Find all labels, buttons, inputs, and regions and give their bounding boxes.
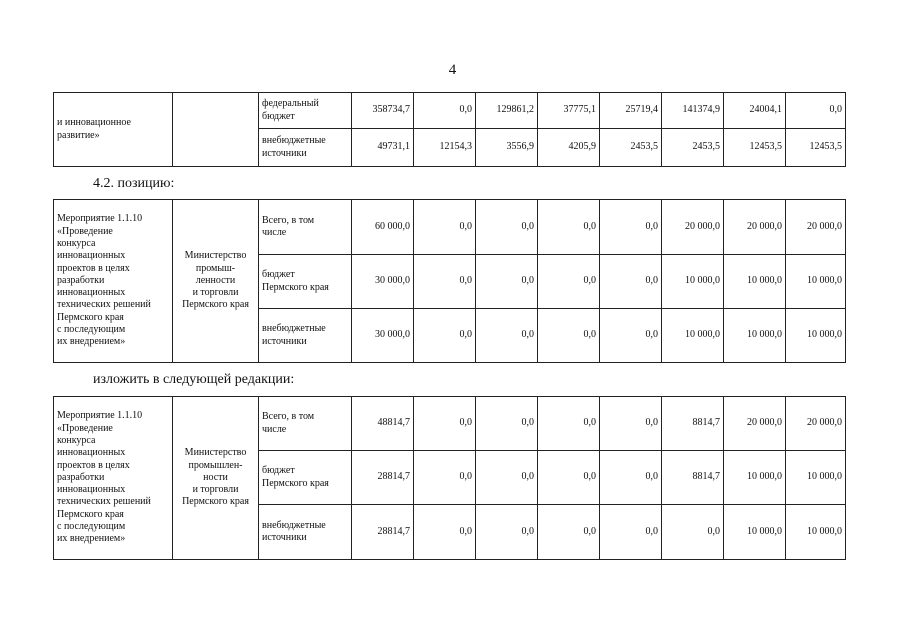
value-cell: 0,0 <box>476 200 538 255</box>
funding-source: внебюджетные источники <box>259 309 352 363</box>
value-cell: 0,0 <box>538 451 600 505</box>
funding-source: федеральный бюджет <box>259 93 352 129</box>
funding-source: внебюджетные источники <box>259 129 352 167</box>
value-cell: 12453,5 <box>786 129 846 167</box>
funding-source: внебюджетные источники <box>259 505 352 560</box>
new-table <box>53 396 846 560</box>
measure-description: Мероприятие 1.1.10 «Проведение конкурса инновационных проектов в целях разработки инновационных технических решений Пермского края с последующим их внедрением» <box>54 397 173 560</box>
measure-description: Мероприятие 1.1.10 «Проведение конкурса инновационных проектов в целях разработки инновационных технических решений Пермского края с последующим их внедрением» <box>54 200 173 363</box>
value-cell: 0,0 <box>414 200 476 255</box>
page-number: 4 <box>448 62 457 78</box>
value-cell: 37775,1 <box>538 93 600 129</box>
value-cell: 0,0 <box>414 309 476 363</box>
value-cell: 49731,1 <box>352 129 414 167</box>
value-cell: 0,0 <box>476 255 538 309</box>
funding-source: Всего, в том числе <box>259 200 352 255</box>
value-cell: 0,0 <box>476 505 538 560</box>
table-row <box>54 397 846 451</box>
value-cell: 129861,2 <box>476 93 538 129</box>
value-cell: 20 000,0 <box>724 397 786 451</box>
value-cell: 0,0 <box>476 451 538 505</box>
value-cell: 0,0 <box>414 255 476 309</box>
value-cell: 358734,7 <box>352 93 414 129</box>
value-cell: 25719,4 <box>600 93 662 129</box>
table-row <box>54 200 846 255</box>
funding-source: бюджет Пермского края <box>259 255 352 309</box>
value-cell: 24004,1 <box>724 93 786 129</box>
value-cell: 10 000,0 <box>786 255 846 309</box>
value-cell: 8814,7 <box>662 451 724 505</box>
value-cell: 0,0 <box>476 397 538 451</box>
value-cell: 28814,7 <box>352 505 414 560</box>
value-cell: 3556,9 <box>476 129 538 167</box>
value-cell: 4205,9 <box>538 129 600 167</box>
value-cell: 10 000,0 <box>662 255 724 309</box>
value-cell: 141374,9 <box>662 93 724 129</box>
funding-source: бюджет Пермского края <box>259 451 352 505</box>
value-cell: 30 000,0 <box>352 255 414 309</box>
measure-description: и инновационное развитие» <box>54 93 173 167</box>
top-table <box>53 92 846 167</box>
value-cell: 0,0 <box>600 309 662 363</box>
value-cell: 10 000,0 <box>786 451 846 505</box>
value-cell: 10 000,0 <box>786 309 846 363</box>
value-cell: 12453,5 <box>724 129 786 167</box>
value-cell: 10 000,0 <box>724 451 786 505</box>
value-cell: 28814,7 <box>352 451 414 505</box>
value-cell: 20 000,0 <box>724 200 786 255</box>
value-cell: 0,0 <box>414 397 476 451</box>
value-cell: 10 000,0 <box>786 505 846 560</box>
value-cell: 0,0 <box>600 397 662 451</box>
funding-source: Всего, в том числе <box>259 397 352 451</box>
value-cell: 0,0 <box>538 309 600 363</box>
value-cell: 20 000,0 <box>662 200 724 255</box>
value-cell: 20 000,0 <box>786 397 846 451</box>
responsible-organization: Министерство промыш- ленности и торговли Пермского края <box>173 200 259 363</box>
value-cell: 10 000,0 <box>724 255 786 309</box>
old-table <box>53 199 846 363</box>
value-cell: 0,0 <box>414 93 476 129</box>
value-cell: 8814,7 <box>662 397 724 451</box>
value-cell: 0,0 <box>600 200 662 255</box>
value-cell: 0,0 <box>662 505 724 560</box>
heading-new-version: изложить в следующей редакции: <box>93 372 295 387</box>
table-row <box>54 93 846 129</box>
responsible-organization: Министерство промышлен- ности и торговли Пермского края <box>173 397 259 560</box>
value-cell: 0,0 <box>538 200 600 255</box>
value-cell: 48814,7 <box>352 397 414 451</box>
heading-position: 4.2. позицию: <box>93 176 175 191</box>
value-cell: 2453,5 <box>600 129 662 167</box>
value-cell: 20 000,0 <box>786 200 846 255</box>
value-cell: 0,0 <box>600 451 662 505</box>
value-cell: 10 000,0 <box>724 505 786 560</box>
value-cell: 0,0 <box>414 451 476 505</box>
value-cell: 10 000,0 <box>662 309 724 363</box>
value-cell: 0,0 <box>600 505 662 560</box>
value-cell: 12154,3 <box>414 129 476 167</box>
responsible-organization <box>173 93 259 167</box>
value-cell: 2453,5 <box>662 129 724 167</box>
value-cell: 0,0 <box>538 255 600 309</box>
value-cell: 60 000,0 <box>352 200 414 255</box>
value-cell: 0,0 <box>538 505 600 560</box>
value-cell: 10 000,0 <box>724 309 786 363</box>
value-cell: 30 000,0 <box>352 309 414 363</box>
value-cell: 0,0 <box>476 309 538 363</box>
value-cell: 0,0 <box>414 505 476 560</box>
value-cell: 0,0 <box>538 397 600 451</box>
value-cell: 0,0 <box>600 255 662 309</box>
value-cell: 0,0 <box>786 93 846 129</box>
